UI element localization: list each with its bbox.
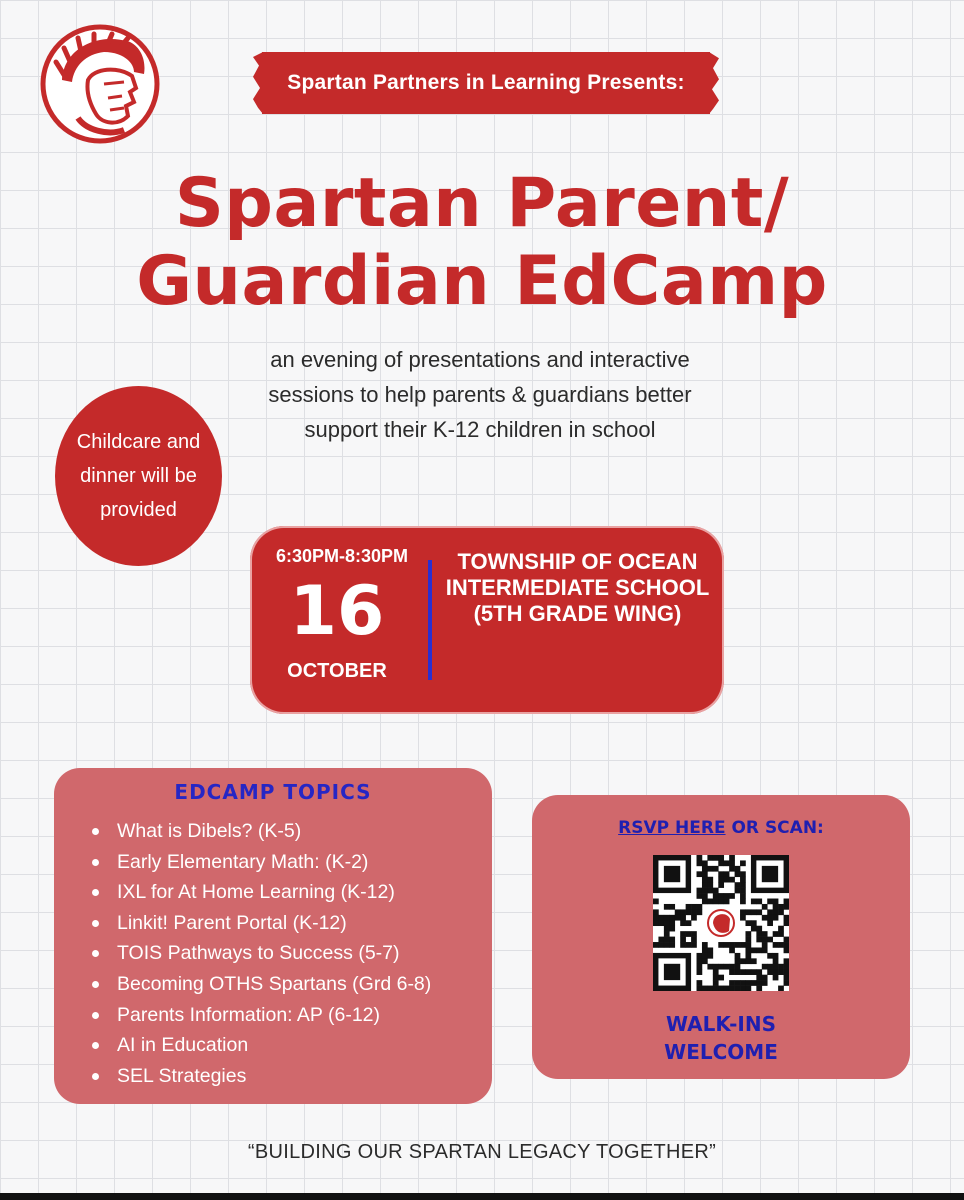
qr-code[interactable] (653, 855, 789, 991)
topic-item: Early Elementary Math: (K-2) (92, 847, 431, 878)
topic-item: Becoming OTHS Spartans (Grd 6-8) (92, 969, 431, 1000)
topic-item: What is Dibels? (K-5) (92, 816, 431, 847)
presenter-text: Spartan Partners in Learning Presents: (287, 71, 685, 94)
bottom-border (0, 1193, 964, 1200)
presenter-banner (262, 52, 710, 114)
event-location: TOWNSHIP OF OCEAN INTERMEDIATE SCHOOL (5TH GRADE WING) (445, 549, 710, 626)
childcare-text: Childcare and dinner will be provided (76, 431, 201, 521)
event-title-line-1: Spartan Parent/ (174, 164, 790, 243)
childcare-badge (55, 386, 222, 566)
footer-slogan: “BUILDING OUR SPARTAN LEGACY TOGETHER” (247, 1141, 717, 1163)
walkins-text (532, 1010, 910, 1066)
topic-item: Parents Information: AP (6-12) (92, 1000, 431, 1031)
topic-item: IXL for At Home Learning (K-12) (92, 877, 431, 908)
topics-heading: EDCAMP TOPICS (174, 780, 372, 804)
walkins-line-1: WALK-INS (665, 1012, 777, 1036)
topic-item: Linkit! Parent Portal (K-12) (92, 908, 431, 939)
topic-item: TOIS Pathways to Success (5-7) (92, 938, 431, 969)
topic-item: AI in Education (92, 1030, 431, 1061)
event-divider (428, 560, 432, 680)
event-day: 16 (289, 572, 385, 651)
event-subtitle: an evening of presentations and interactive sessions to help parents & guardians better support their K-12 children in school (268, 347, 692, 442)
rsvp-link[interactable]: RSVP HERE (618, 818, 726, 838)
topic-item: SEL Strategies (92, 1061, 431, 1092)
event-time: 6:30PM-8:30PM (275, 546, 409, 566)
event-title-line-2: Guardian EdCamp (136, 242, 828, 321)
spartan-logo (38, 22, 163, 147)
rsvp-heading (532, 818, 910, 838)
topics-list (92, 816, 431, 1091)
event-month: OCTOBER (287, 660, 387, 682)
walkins-line-2: WELCOME (664, 1040, 778, 1064)
rsvp-heading-rest: OR SCAN: (725, 818, 824, 838)
